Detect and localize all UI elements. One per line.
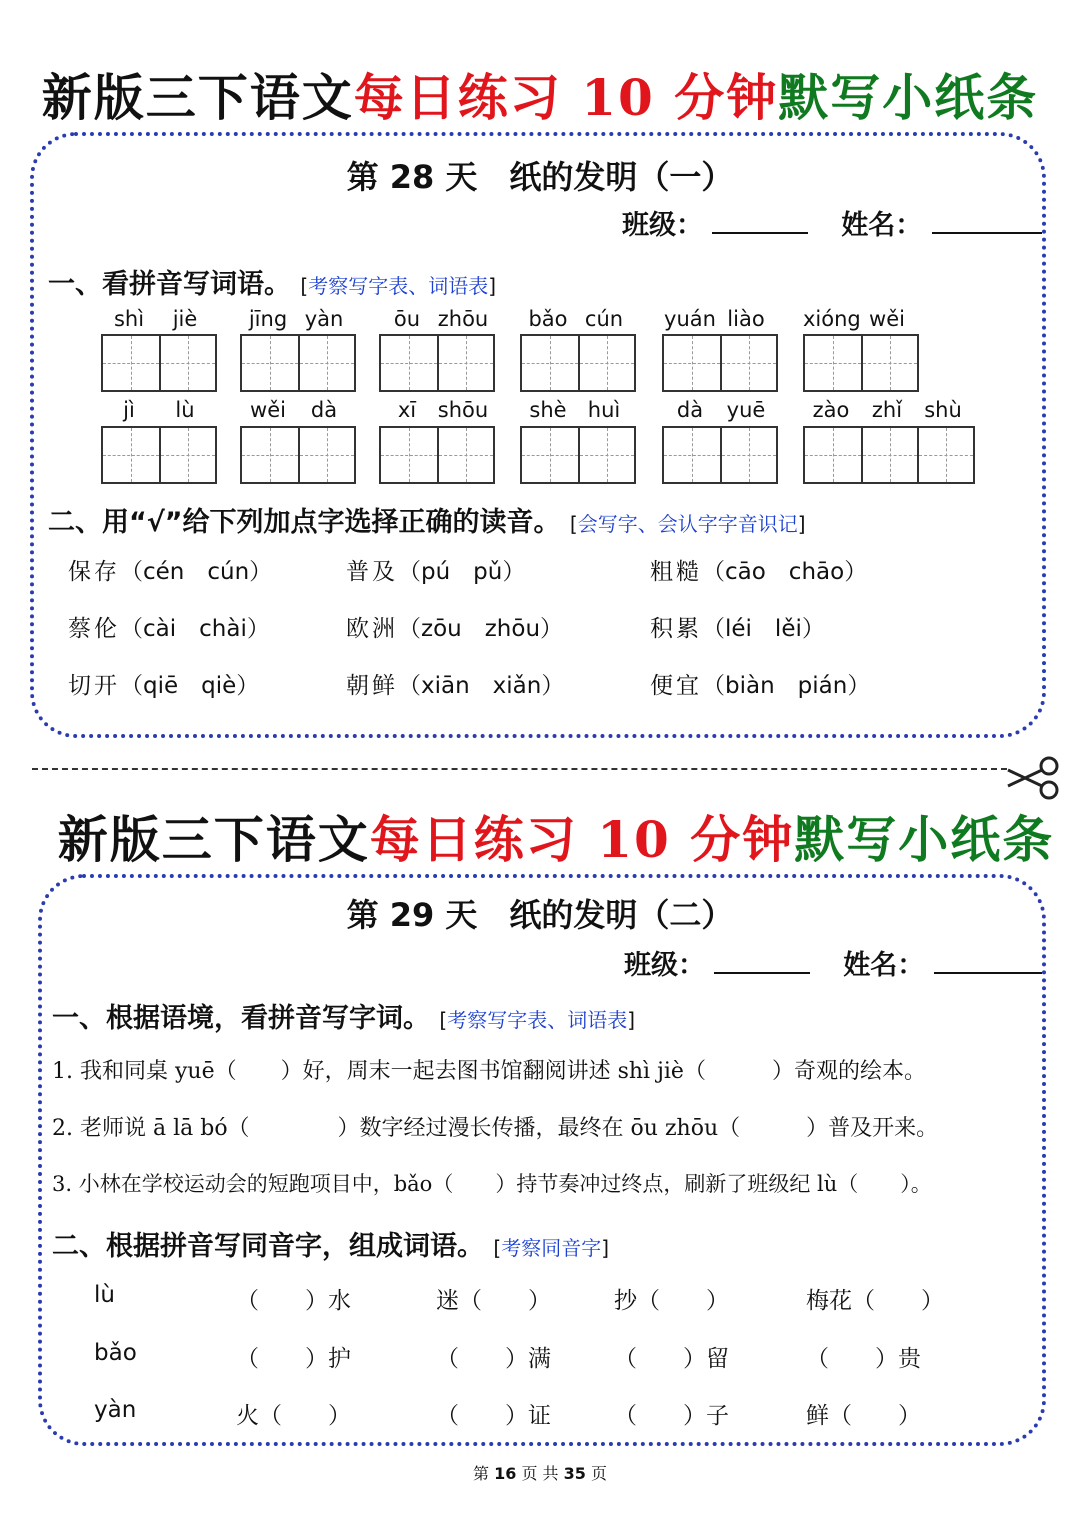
pinyin-label: dà	[676, 398, 704, 422]
banner-part-3: 默写小纸条	[794, 810, 1055, 869]
pinyin-label: shè	[529, 398, 567, 422]
section-tag-text: 考察写字表、词语表	[308, 274, 489, 298]
writing-grid[interactable]	[101, 334, 217, 392]
pinyin-label: yuán	[664, 307, 716, 331]
lesson-title: 纸的发明（二）	[509, 896, 734, 934]
writing-grid[interactable]	[240, 334, 356, 392]
tian-cell[interactable]	[664, 336, 720, 390]
pinyin-label: shù	[924, 398, 962, 422]
pinyin-label: xī	[397, 398, 417, 422]
homophone-blank-word[interactable]: （ ）留	[614, 1346, 729, 1372]
homophone-blank-word[interactable]: （ ）子	[614, 1403, 729, 1429]
writing-grid[interactable]	[379, 334, 495, 392]
writing-grid[interactable]	[803, 426, 975, 484]
pinyin-label: ōu	[393, 307, 421, 331]
tian-cell[interactable]	[522, 428, 578, 482]
tian-cell[interactable]	[861, 428, 917, 482]
day28-title	[0, 152, 1080, 198]
class-label: 班级：	[622, 210, 703, 241]
tian-cell[interactable]	[298, 336, 354, 390]
page-number: 16	[494, 1464, 517, 1483]
tian-cell[interactable]	[578, 336, 634, 390]
choice-options: （qiē qiè）	[120, 673, 260, 699]
day-number: 第 28 天	[346, 158, 478, 196]
pinyin-label: jīng	[248, 307, 288, 331]
reading-choice[interactable]	[650, 667, 870, 700]
pinyin-label: shì	[113, 307, 145, 331]
footer-suffix: 页	[591, 1464, 608, 1483]
cut-line	[32, 768, 1007, 770]
banner-title-1	[0, 58, 1080, 130]
day29-title	[0, 890, 1080, 936]
tian-cell[interactable]	[522, 336, 578, 390]
pinyin-label: huì	[587, 398, 621, 422]
homophone-blank-word[interactable]: （ ）水	[236, 1288, 351, 1314]
pinyin-label: cún	[584, 307, 624, 331]
banner-part-2: 每日练习 10 分钟	[369, 810, 795, 869]
choice-word: 朝鲜	[346, 673, 398, 699]
writing-grid[interactable]	[101, 426, 217, 484]
reading-choice[interactable]	[68, 553, 272, 586]
homophone-blank-word[interactable]: 抄（ ）	[614, 1288, 729, 1314]
choice-options: （xiān xiǎn）	[398, 673, 565, 699]
tian-cell[interactable]	[298, 428, 354, 482]
scissors-icon	[1004, 752, 1062, 804]
choice-options: （cài chài）	[120, 616, 270, 642]
banner-title-2	[16, 800, 1080, 872]
homophone-pinyin: yàn	[94, 1397, 137, 1423]
homophone-pinyin: bǎo	[94, 1340, 137, 1366]
choice-options: （léi lěi）	[702, 616, 825, 642]
homophone-blank-word[interactable]: 迷（ ）	[436, 1288, 551, 1314]
lesson-title: 纸的发明（一）	[509, 158, 734, 196]
tian-cell[interactable]	[805, 336, 861, 390]
section-tag-text: 考察同音字	[501, 1236, 602, 1260]
homophone-blank-word[interactable]: 梅花（ ）	[806, 1288, 944, 1314]
homophone-blank-word[interactable]: （ ）证	[436, 1403, 551, 1429]
choice-word: 积累	[650, 616, 702, 642]
reading-choice[interactable]	[68, 667, 259, 700]
tian-cell[interactable]	[578, 428, 634, 482]
section-title: 一、根据语境，看拼音写字词。	[52, 1003, 430, 1034]
writing-grid[interactable]	[803, 334, 919, 392]
tian-cell[interactable]	[242, 336, 298, 390]
homophone-blank-word[interactable]: 火（ ）	[236, 1403, 351, 1429]
reading-choice[interactable]	[346, 610, 563, 643]
sentence-2: 2. 老师说 ā lā bó（ ）数字经过漫长传播，最终在 ōu zhōu（ ）普及开来。	[52, 1116, 939, 1141]
homophone-blank-word[interactable]: 鲜（ ）	[806, 1403, 921, 1429]
reading-choice[interactable]	[346, 667, 564, 700]
homophone-blank-word[interactable]: （ ）贵	[806, 1346, 921, 1372]
section2-heading-day29	[52, 1224, 609, 1263]
section-tag: [考察同音字]	[493, 1236, 610, 1260]
name-blank[interactable]	[932, 232, 1042, 234]
section-title: 二、用“√”给下列加点字选择正确的读音。	[48, 507, 561, 538]
section-title: 一、看拼音写词语。	[48, 269, 291, 300]
section-tag-text: 考察写字表、词语表	[447, 1008, 628, 1032]
writing-grid[interactable]	[662, 334, 778, 392]
choice-options: （zōu zhōu）	[398, 616, 564, 642]
pinyin-label: jì	[123, 398, 135, 422]
pinyin-label: shōu	[437, 398, 489, 422]
choice-word: 欧洲	[346, 616, 398, 642]
pinyin-label: zhǐ	[871, 398, 903, 422]
tian-cell[interactable]	[159, 428, 215, 482]
tian-cell[interactable]	[437, 336, 493, 390]
choice-options: （cén cún）	[120, 559, 273, 585]
pinyin-label: yàn	[304, 307, 344, 331]
section2-heading-day28	[48, 500, 806, 539]
tian-cell[interactable]	[159, 336, 215, 390]
reading-choice[interactable]	[650, 610, 825, 643]
footer-mid: 页 共	[521, 1464, 559, 1483]
tian-cell[interactable]	[381, 428, 437, 482]
class-name-fields-2	[624, 943, 1042, 982]
choice-options: （cāo chāo）	[702, 559, 868, 585]
class-blank[interactable]	[714, 972, 810, 974]
writing-grid[interactable]	[520, 334, 636, 392]
choice-options: （pú pǔ）	[398, 559, 526, 585]
writing-grid[interactable]	[379, 426, 495, 484]
tian-cell[interactable]	[242, 428, 298, 482]
tian-cell[interactable]	[103, 428, 159, 482]
name-label: 姓名：	[843, 950, 925, 981]
choice-options: （biàn pián）	[702, 673, 871, 699]
pinyin-label: xióng	[803, 307, 861, 331]
pinyin-label: liào	[727, 307, 765, 331]
writing-grid[interactable]	[662, 426, 778, 484]
section-title: 二、根据拼音写同音字，组成词语。	[52, 1231, 484, 1262]
banner-part-3: 默写小纸条	[778, 68, 1039, 127]
section-tag: [考察写字表、词语表]	[300, 274, 497, 298]
pinyin-label: zào	[812, 398, 850, 422]
class-name-fields-1	[622, 203, 1042, 242]
writing-grid[interactable]	[240, 426, 356, 484]
pinyin-label: lù	[175, 398, 195, 422]
page-total: 35	[563, 1464, 586, 1483]
banner-part-1: 新版三下语文	[57, 810, 370, 869]
banner-part-1: 新版三下语文	[41, 68, 354, 127]
tian-cell[interactable]	[437, 428, 493, 482]
homophone-pinyin: lù	[94, 1282, 115, 1308]
day-number: 第 29 天	[346, 896, 478, 934]
pinyin-label: bǎo	[528, 307, 568, 331]
pinyin-label: jiè	[172, 307, 198, 331]
tian-cell[interactable]	[917, 428, 973, 482]
pinyin-label: wěi	[250, 398, 286, 422]
choice-word: 蔡伦	[68, 616, 120, 642]
class-blank[interactable]	[712, 232, 808, 234]
sentence-3: 3. 小林在学校运动会的短跑项目中，bǎo（ ）持节奏冲过终点，刷新了班级纪 lù（ ）。	[52, 1172, 932, 1196]
tian-cell[interactable]	[805, 428, 861, 482]
pinyin-label: dà	[310, 398, 338, 422]
homophone-blank-word[interactable]: （ ）护	[236, 1346, 351, 1372]
sentence-1: 1. 我和同桌 yuē（ ）好，周末一起去图书馆翻阅讲述 shì jiè（ ）奇观的绘本。	[52, 1059, 926, 1084]
pinyin-label: wěi	[869, 307, 905, 331]
section-tag: [考察写字表、词语表]	[439, 1008, 636, 1032]
reading-choice[interactable]	[346, 553, 525, 586]
homophone-blank-word[interactable]: （ ）满	[436, 1346, 551, 1372]
writing-grid[interactable]	[520, 426, 636, 484]
tian-cell[interactable]	[103, 336, 159, 390]
choice-word: 切开	[68, 673, 120, 699]
banner-part-2: 每日练习 10 分钟	[353, 68, 779, 127]
choice-word: 普及	[346, 559, 398, 585]
section1-heading-day29	[52, 996, 635, 1035]
choice-word: 粗糙	[650, 559, 702, 585]
tian-cell[interactable]	[381, 336, 437, 390]
reading-choice[interactable]	[68, 610, 270, 643]
reading-choice[interactable]	[650, 553, 867, 586]
tian-cell[interactable]	[664, 428, 720, 482]
name-blank[interactable]	[934, 972, 1042, 974]
footer-prefix: 第	[472, 1464, 489, 1483]
tian-cell[interactable]	[861, 336, 917, 390]
section-tag: [会写字、会认字字音识记]	[569, 512, 806, 536]
class-label: 班级：	[624, 950, 705, 981]
choice-word: 便宜	[650, 673, 702, 699]
pinyin-label: yuē	[726, 398, 766, 422]
name-label: 姓名：	[841, 210, 923, 241]
section-tag-text: 会写字、会认字字音识记	[577, 512, 798, 536]
pinyin-label: zhōu	[437, 307, 489, 331]
choice-word: 保存	[68, 559, 120, 585]
page-footer	[0, 1461, 1080, 1484]
tian-cell[interactable]	[720, 336, 776, 390]
section1-heading-day28	[48, 262, 496, 301]
tian-cell[interactable]	[720, 428, 776, 482]
